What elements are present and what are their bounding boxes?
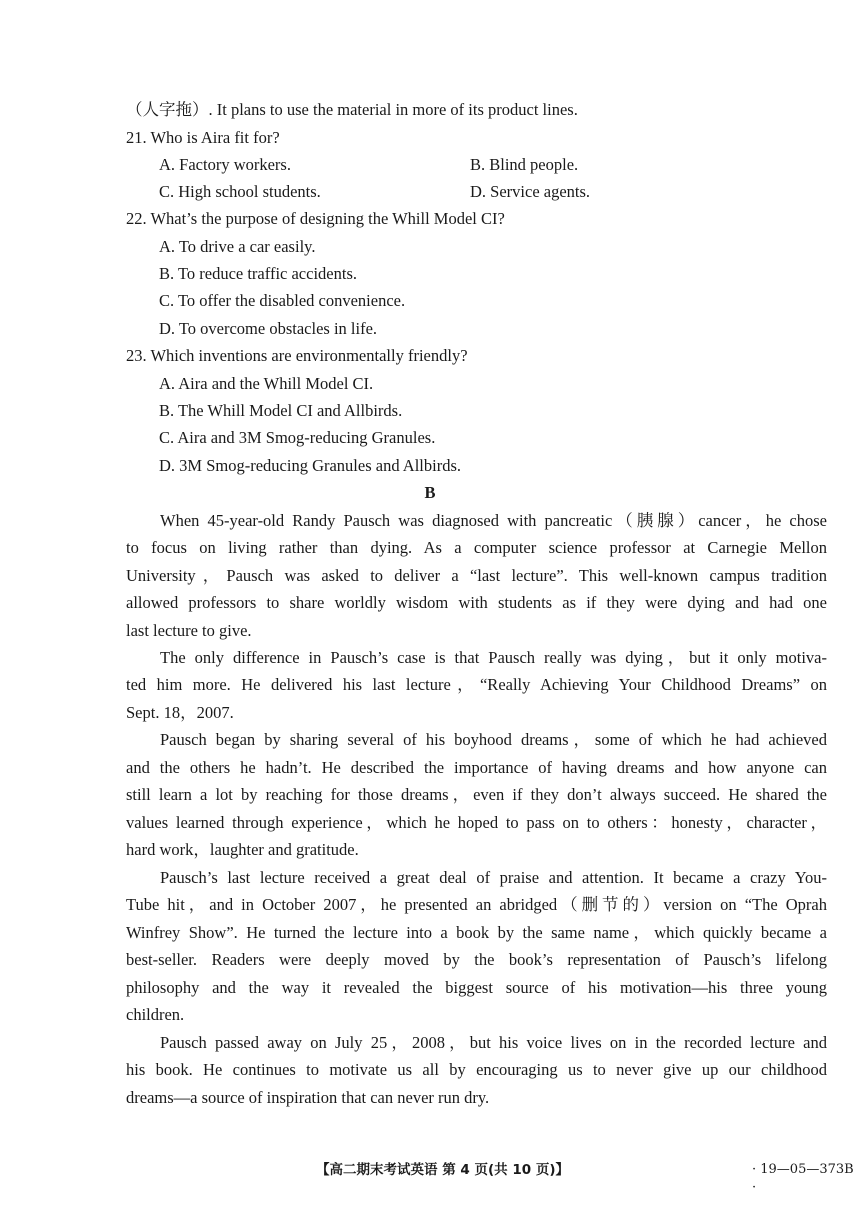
answer-option: A. Aira and the Whill Model CI. xyxy=(159,374,374,393)
answer-option: D. Service agents. xyxy=(470,182,591,201)
passage-line: （人字拖）. It plans to use the material in more of its product lines. xyxy=(126,100,578,119)
answer-option: D. 3M Smog-reducing Granules and Allbirds. xyxy=(159,456,462,475)
passage-line: hard work，laughter and gratitude. xyxy=(126,840,359,859)
passage-line: The only difference in Pausch’s case is that Pausch really was dying，but it only motiva- xyxy=(160,648,827,667)
passage-line: his book. He continues to motivate us all by encouraging us to never give up our childhood xyxy=(126,1060,827,1079)
answer-option: C. To offer the disabled convenience. xyxy=(159,291,406,310)
passage-line: to focus on living rather than dying. As a computer science professor at Carnegie Mellon xyxy=(126,538,827,557)
answer-option: D. To overcome obstacles in life. xyxy=(159,319,378,338)
question-line: 23. Which inventions are environmentally friendly? xyxy=(126,346,468,365)
answer-option: B. The Whill Model CI and Allbirds. xyxy=(159,401,403,420)
answer-option: C. High school students. xyxy=(159,182,321,201)
question-line: 22. What’s the purpose of designing the Whill Model CI? xyxy=(126,209,505,228)
answer-option: B. To reduce traffic accidents. xyxy=(159,264,357,283)
passage-line: still learn a lot by reaching for those dreams，even if they don’t always succeed. He shared the xyxy=(126,785,827,804)
passage-line: allowed professors to share worldly wisdom with students as if they were dying and had one xyxy=(126,593,827,612)
page-footer-title: 【高二期末考试英语 第 4 页(共 10 页)】 xyxy=(316,1162,570,1178)
passage-line: values learned through experience，which he hoped to pass on to others：honesty，character， xyxy=(126,813,827,832)
passage-line: Sept. 18，2007. xyxy=(126,703,234,722)
page-footer-code: · 19—05—373B · xyxy=(752,1162,854,1195)
question-line: 21. Who is Aira fit for? xyxy=(126,128,280,147)
passage-line: last lecture to give. xyxy=(126,621,252,640)
passage-line: philosophy and the way it revealed the biggest source of his motivation—his three young xyxy=(126,978,827,997)
passage-line: When 45-year-old Randy Pausch was diagnosed with pancreatic（胰腺）cancer，he chose xyxy=(160,511,827,530)
answer-option: B. Blind people. xyxy=(470,155,579,174)
answer-option: A. Factory workers. xyxy=(159,155,291,174)
answer-option: C. Aira and 3M Smog-reducing Granules. xyxy=(159,428,436,447)
passage-line: Pausch passed away on July 25，2008，but his voice lives on in the recorded lecture and xyxy=(160,1033,827,1052)
passage-line: and the others he hadn’t. He described the importance of having dreams and how anyone can xyxy=(126,758,827,777)
passage-line: University，Pausch was asked to deliver a “last lecture”. This well-known campus tradition xyxy=(126,566,827,585)
section-heading: B xyxy=(424,483,436,502)
passage-line: Pausch began by sharing several of his boyhood dreams，some of which he had achieved xyxy=(160,730,827,749)
passage-line: best-seller. Readers were deeply moved by the book’s representation of Pausch’s lifelong xyxy=(126,950,827,969)
passage-line: ted him more. He delivered his last lecture，“Really Achieving Your Childhood Dreams” on xyxy=(126,675,827,694)
passage-line: Pausch’s last lecture received a great deal of praise and attention. It became a crazy You- xyxy=(160,868,827,887)
passage-line: dreams—a source of inspiration that can never run dry. xyxy=(126,1088,490,1107)
passage-line: children. xyxy=(126,1005,185,1024)
answer-option: A. To drive a car easily. xyxy=(159,237,316,256)
passage-line: Tube hit，and in October 2007，he presented an abridged（删节的）version on “The Oprah xyxy=(126,895,827,914)
passage-line: Winfrey Show”. He turned the lecture into a book by the same name，which quickly became a xyxy=(126,923,827,942)
